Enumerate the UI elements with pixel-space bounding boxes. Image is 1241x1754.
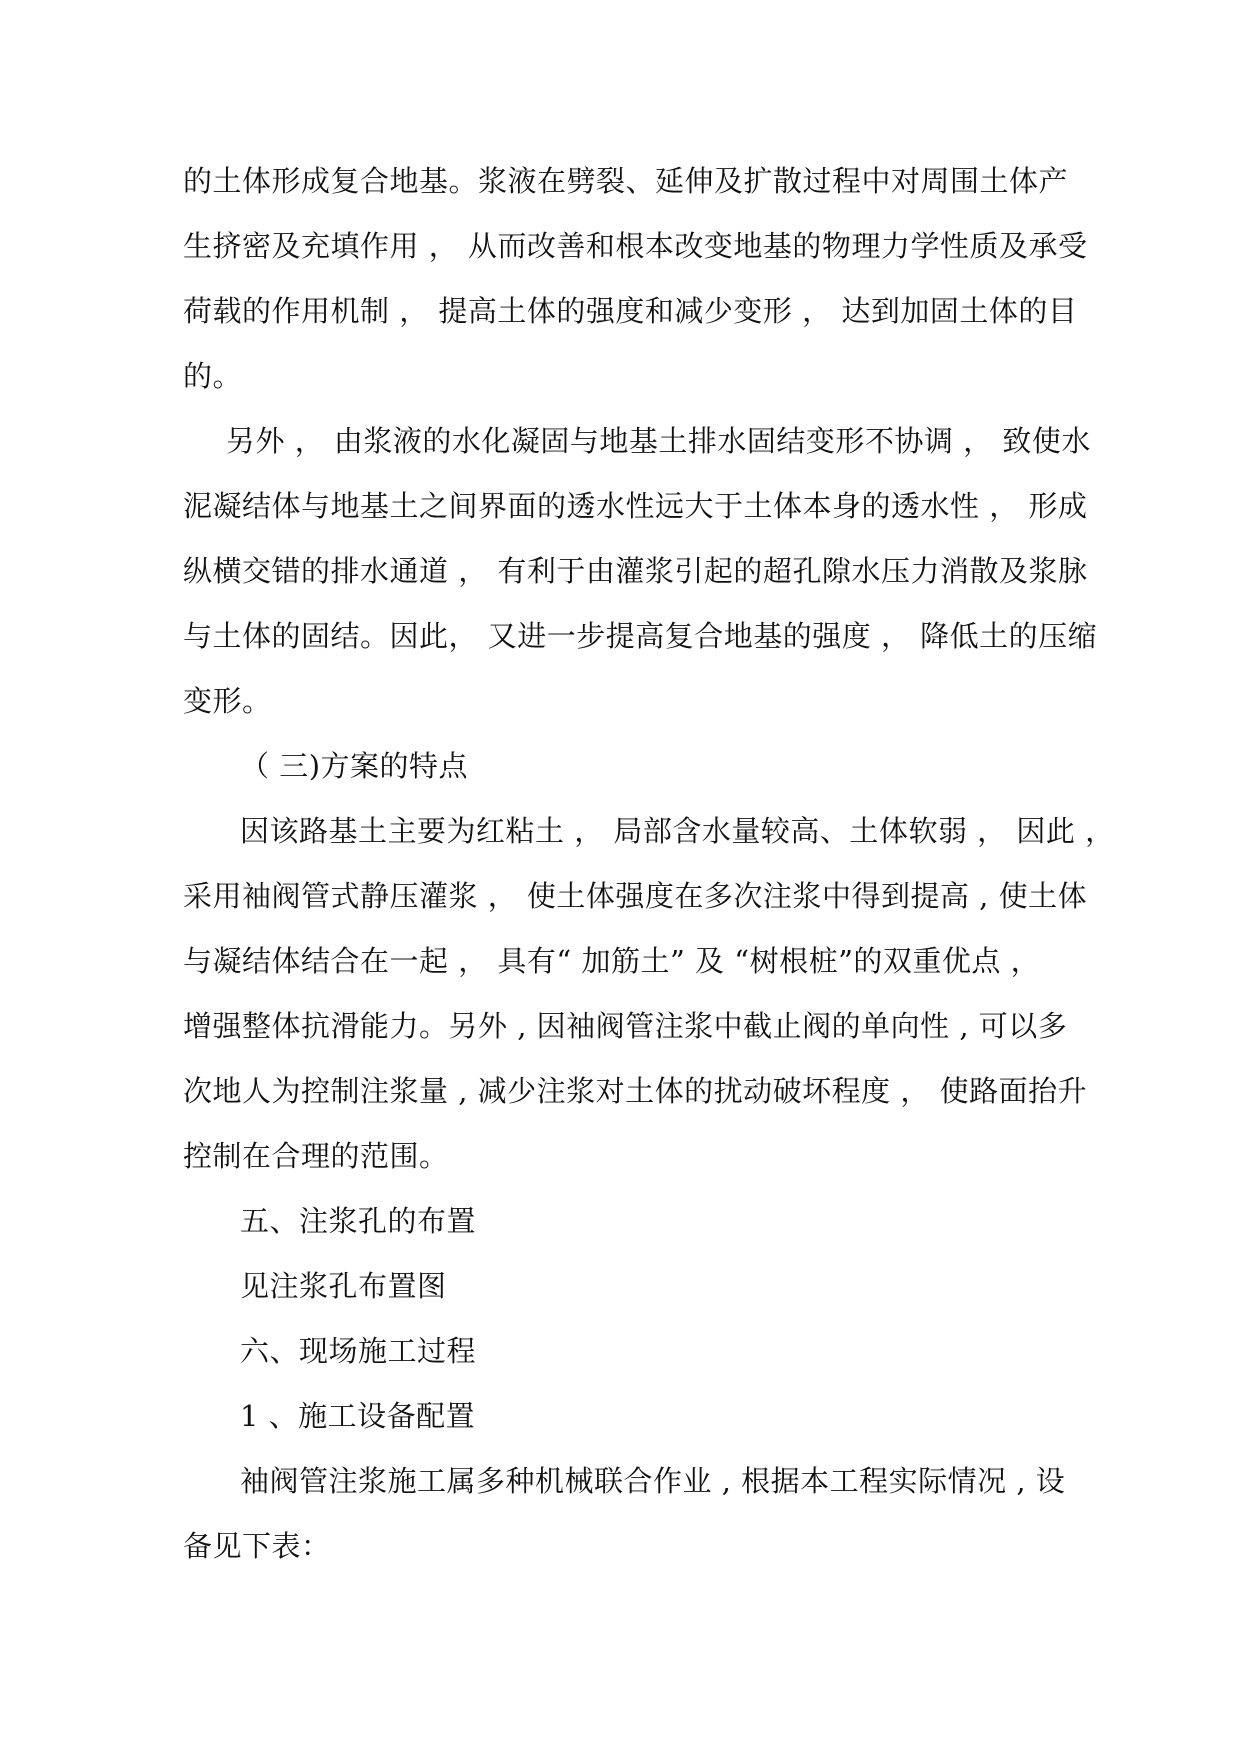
paragraph-line: 纵横交错的排水通道 ， 有利于由灌浆引起的超孔隙水压力消散及浆脉: [183, 554, 1088, 588]
paragraph-line: 增强整体抗滑能力。另外 , 因袖阀管注浆中截止阀的单向性 , 可以多: [183, 1009, 1068, 1043]
paragraph-line: 变形。: [183, 684, 272, 718]
paragraph-line: 见注浆孔布置图: [240, 1269, 447, 1303]
paragraph-line: 另外 ， 由浆液的水化凝固与地基土排水固结变形不协调 ， 致使水: [226, 424, 1091, 458]
paragraph-line: 因该路基土主要为红粘土 ， 局部含水量较高、土体软弱 ， 因此 ，: [240, 814, 1115, 848]
paragraph-line: 采用袖阀管式静压灌浆 ， 使土体强度在多次注浆中得到提高 , 使土体: [183, 879, 1088, 913]
paragraph-line: 荷载的作用机制 ， 提高土体的强度和减少变形 ， 达到加固土体的目: [183, 294, 1078, 328]
paragraph-line: 控制在合理的范围。: [183, 1139, 449, 1173]
paragraph-line: 泥凝结体与地基土之间界面的透水性远大于土体本身的透水性 ， 形成: [183, 489, 1088, 523]
section-heading: 五、注浆孔的布置: [240, 1204, 477, 1238]
section-heading: 1 、施工设备配置: [240, 1399, 476, 1433]
paragraph-line: 袖阀管注浆施工属多种机械联合作业 , 根据本工程实际情况 , 设: [240, 1464, 1066, 1498]
paragraph-line: 备见下表：: [183, 1529, 331, 1563]
section-heading: （ 三)方案的特点: [240, 749, 469, 783]
paragraph-line: 与土体的固结。因此， 又进一步提高复合地基的强度 ， 降低土的压缩: [183, 619, 1098, 653]
paragraph-line: 与凝结体结合在一起 ， 具有“ 加筋土” 及 “树根桩”的双重优点 ，: [183, 944, 1041, 978]
paragraph-line: 生挤密及充填作用 ， 从而改善和根本改变地基的物理力学性质及承受: [183, 229, 1088, 263]
paragraph-line: 次地人为控制注浆量 , 减少注浆对土体的扰动破坏程度 ， 使路面抬升: [183, 1074, 1088, 1108]
paragraph-line: 的。: [183, 359, 243, 393]
section-heading: 六、现场施工过程: [240, 1334, 477, 1368]
paragraph-line: 的土体形成复合地基。浆液在劈裂、延伸及扩散过程中对周围土体产: [183, 164, 1069, 198]
